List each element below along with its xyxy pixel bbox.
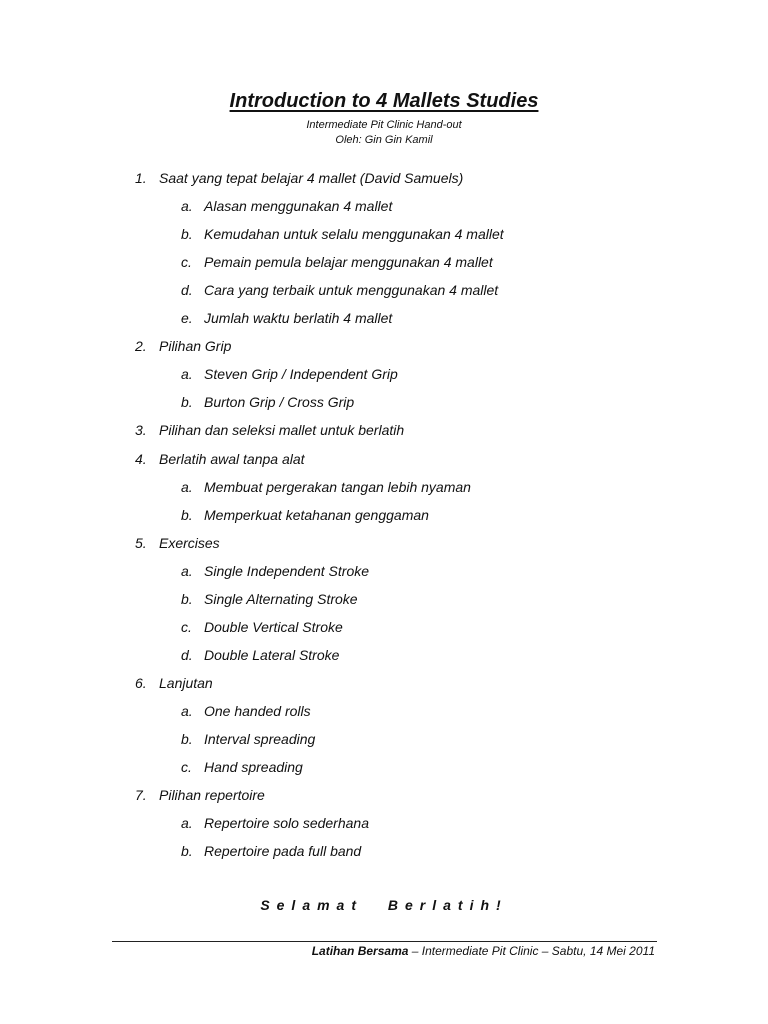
sub-item-letter: a.: [181, 478, 193, 495]
sub-item-letter: a.: [181, 562, 193, 579]
item-text: Pilihan Grip: [159, 338, 232, 355]
sub-item-text: Interval spreading: [204, 731, 316, 747]
sub-item-text: Double Vertical Stroke: [204, 618, 343, 635]
sub-item-letter: b.: [181, 731, 193, 747]
sub-item-letter: b.: [181, 394, 193, 411]
sub-item-letter: a.: [181, 702, 193, 719]
closing-message: Selamat Berlatih!: [260, 897, 508, 913]
subtitle-author: Oleh: Gin Gin Kamil: [335, 134, 433, 146]
sub-item-letter: d.: [181, 282, 193, 299]
sub-item-letter: b.: [181, 590, 193, 607]
item-text: Saat yang tepat belajar 4 mallet (David Samuels): [159, 170, 464, 186]
sub-item-text: Double Lateral Stroke: [204, 646, 340, 663]
sub-item-letter: c.: [181, 759, 192, 776]
footer-divider: [112, 941, 657, 942]
sub-item-letter: a.: [181, 815, 193, 832]
sub-item-text: Single Alternating Stroke: [204, 590, 358, 607]
sub-item-letter: d.: [181, 646, 193, 663]
item-number: 7.: [135, 787, 147, 804]
sub-item-letter: a.: [181, 366, 193, 383]
footer-text: [312, 944, 655, 958]
sub-item-text: Memperkuat ketahanan genggaman: [204, 506, 429, 523]
sub-item-letter: b.: [181, 226, 193, 243]
footer-bold: Latihan Bersama: [311, 944, 409, 958]
item-number: 3.: [135, 422, 147, 439]
sub-item-text: Kemudahan untuk selalu menggunakan 4 mallet: [204, 226, 504, 243]
sub-item-letter: e.: [181, 310, 193, 327]
sub-item-letter: b.: [181, 843, 193, 860]
sub-item-letter: b.: [181, 506, 193, 523]
sub-item-text: Pemain pemula belajar menggunakan 4 mallet: [204, 254, 493, 271]
sub-item-text: Repertoire solo sederhana: [204, 815, 369, 832]
item-text: Exercises: [159, 534, 220, 551]
sub-item-letter: a.: [181, 198, 193, 215]
subtitle-handout: Intermediate Pit Clinic Hand-out: [306, 119, 462, 131]
sub-item-letter: c.: [181, 254, 192, 271]
item-number: 5.: [135, 534, 147, 551]
sub-item-text: Repertoire pada full band: [204, 843, 362, 860]
sub-item-text: Cara yang terbaik untuk menggunakan 4 mallet: [204, 282, 499, 299]
item-number: 1.: [135, 170, 147, 186]
page-title: Introduction to 4 Mallets Studies: [229, 90, 539, 112]
item-number: 2.: [135, 338, 147, 355]
sub-item-letter: c.: [181, 618, 192, 635]
sub-item-text: Alasan menggunakan 4 mallet: [204, 198, 393, 215]
item-text: Lanjutan: [159, 674, 213, 691]
sub-item-text: One handed rolls: [204, 702, 311, 719]
sub-item-text: Membuat pergerakan tangan lebih nyaman: [204, 478, 471, 495]
sub-item-text: Steven Grip / Independent Grip: [204, 366, 398, 383]
sub-item-text: Hand spreading: [204, 759, 303, 776]
item-number: 4.: [135, 450, 147, 467]
sub-item-text: Jumlah waktu berlatih 4 mallet: [204, 310, 393, 327]
item-text: Berlatih awal tanpa alat: [159, 450, 305, 467]
sub-item-text: Single Independent Stroke: [204, 562, 370, 579]
item-text: Pilihan dan seleksi mallet untuk berlatih: [159, 422, 405, 439]
sub-item-text: Burton Grip / Cross Grip: [204, 394, 355, 411]
footer-rest: – Intermediate Pit Clinic – Sabtu, 14 Mei 2011: [408, 944, 655, 958]
item-text: Pilihan repertoire: [159, 787, 265, 804]
item-number: 6.: [135, 674, 147, 691]
